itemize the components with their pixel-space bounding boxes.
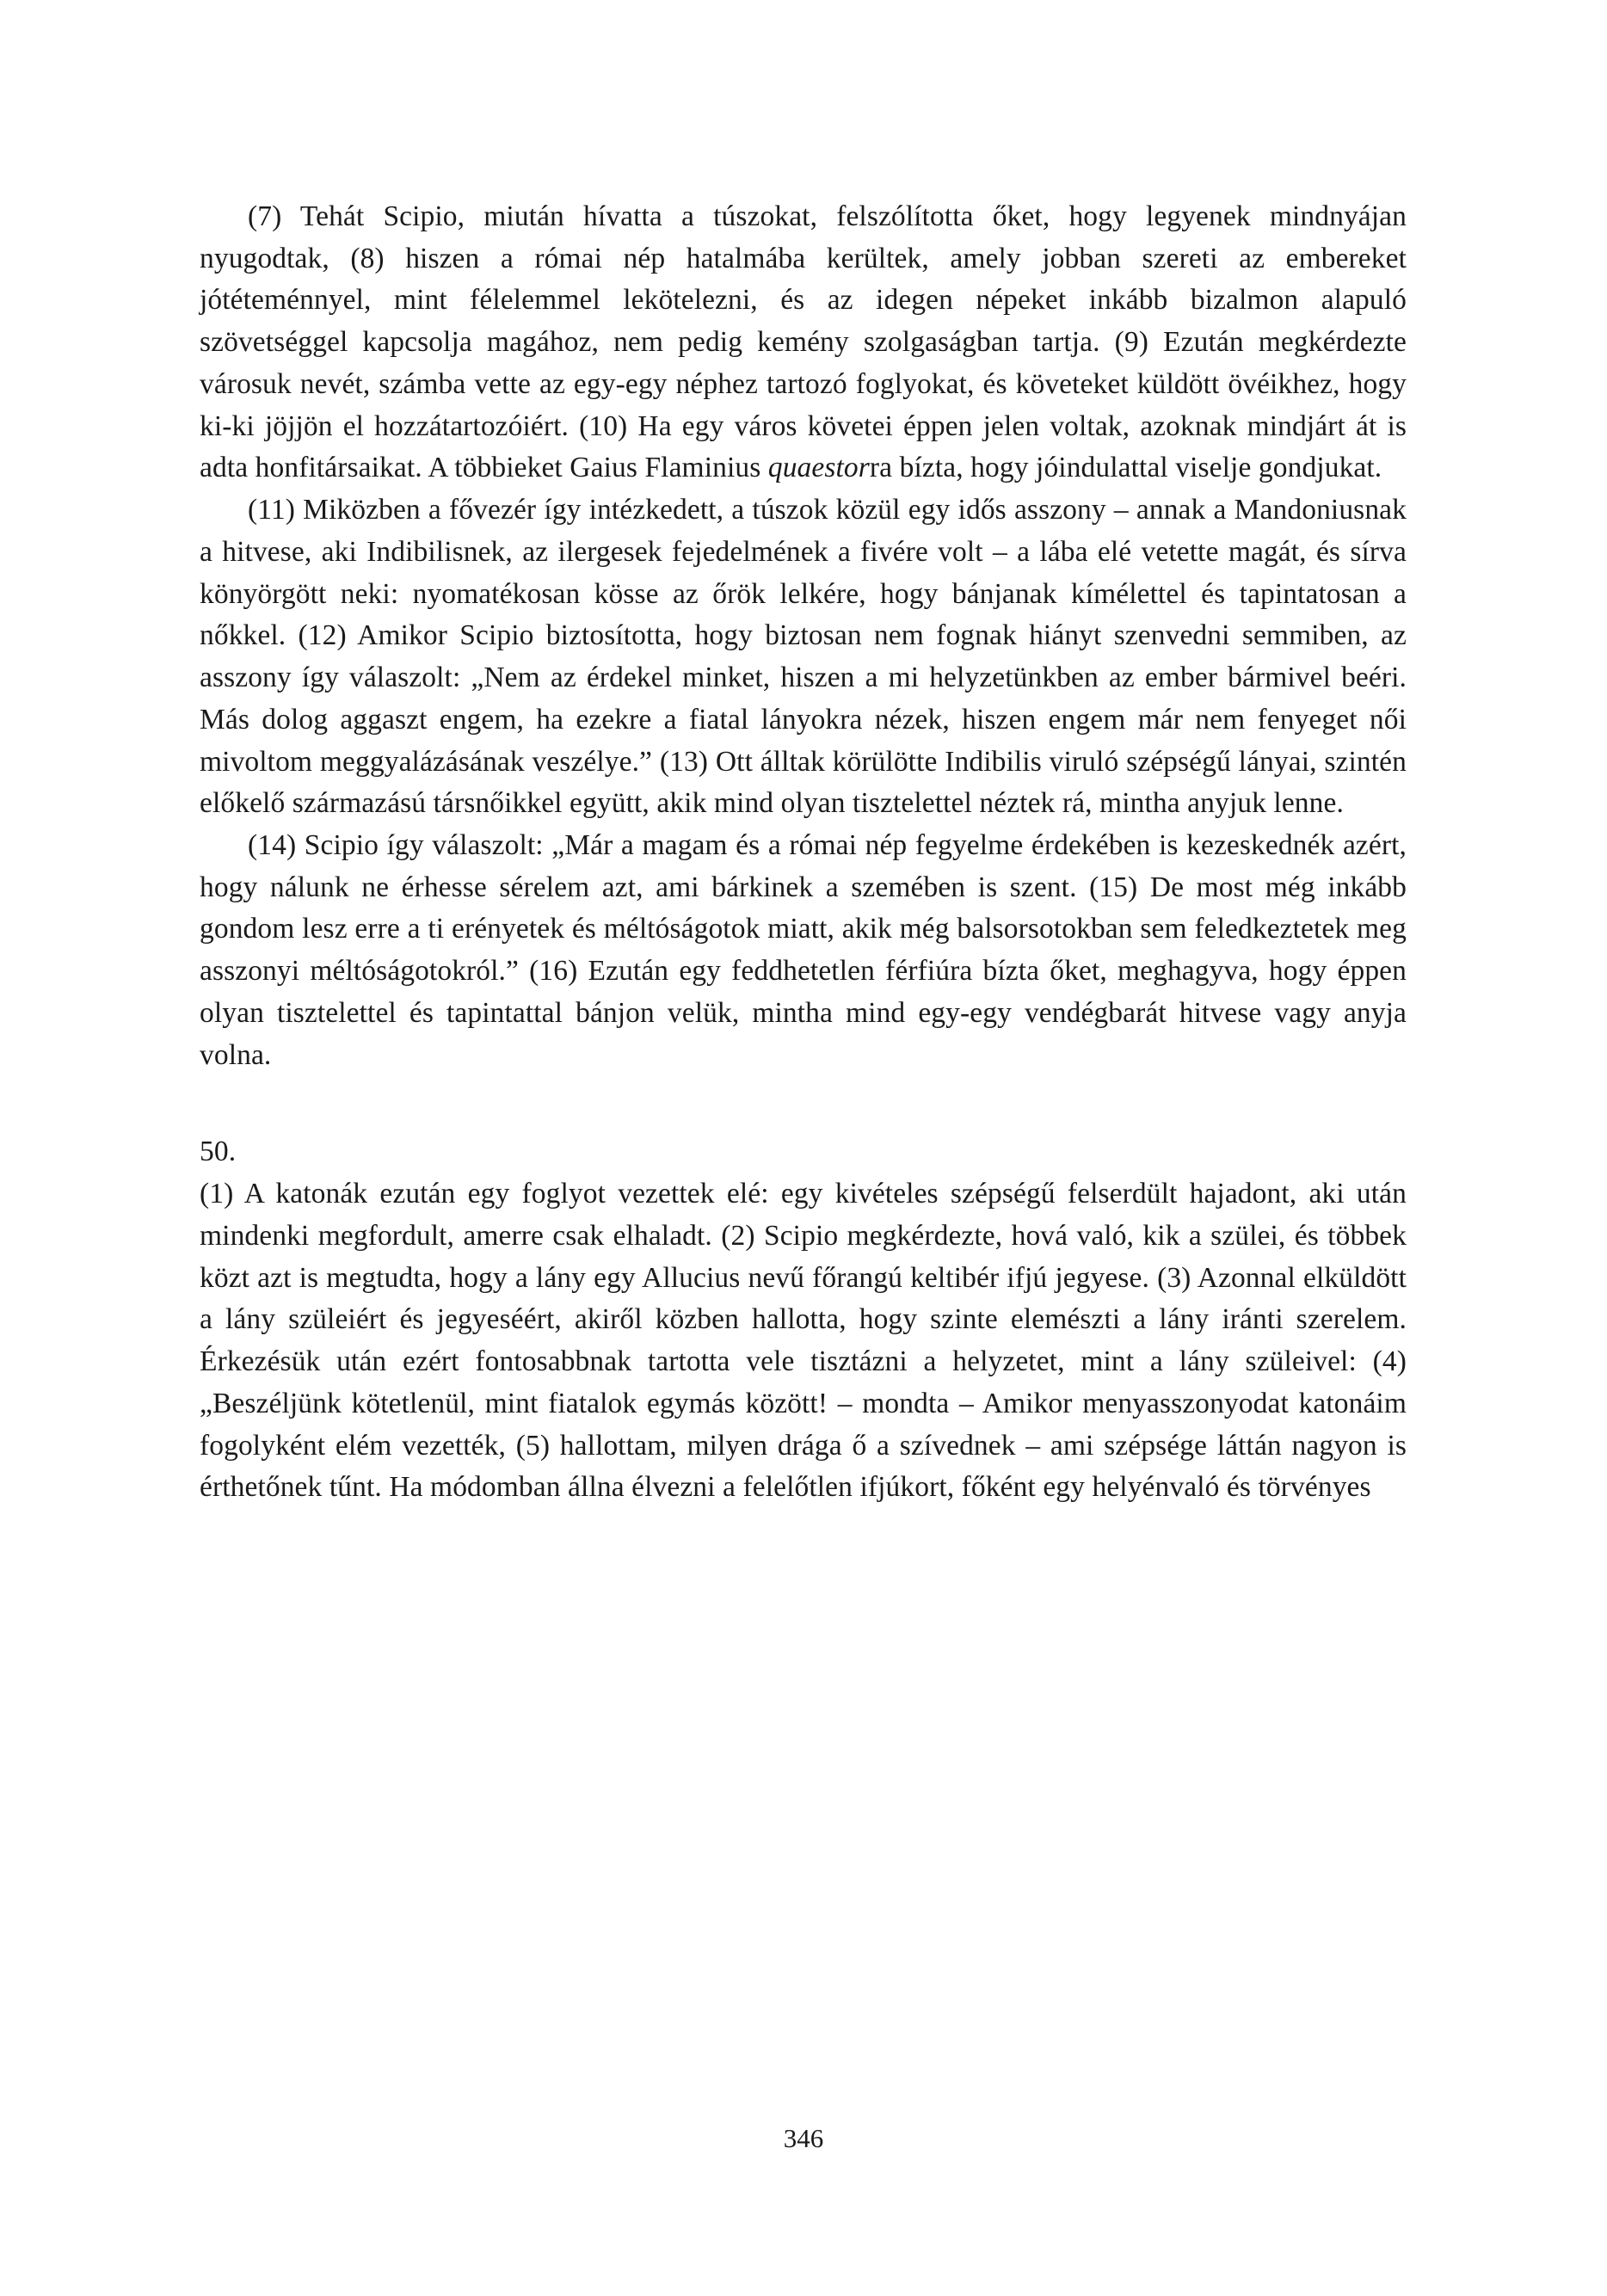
paragraph-50-1 [200,1173,1407,1509]
paragraph-14-text: (14) Scipio így válaszolt: „Már a magam és a római nép fegyelme érdekében is kezeskednék azért, hogy nálunk ne érhesse sérelem azt, ami bárkinek a szemében is szent. (15) De most még inkább gondom lesz erre a ti erényetek és méltóságotok miatt, akik még balsorsotokban sem feledkeztetek meg asszonyi méltóságotokról.” (16) Ezután egy feddhetetlen férfiúra bízta őket, meghagyva, hogy éppen olyan tisztelettel és tapintattal bánjon velük, mintha mind egy-egy vendégbarát hitvese vagy anyja volna. [200,829,1407,1071]
paragraph-14 [200,825,1407,1076]
paragraph-7-text-b: ra bízta, hogy jóindulattal viselje gondjukat. [869,452,1382,484]
latin-term-quaestor: quaestor [767,452,870,484]
paragraph-7 [200,196,1407,489]
paragraph-7-text-a: (7) Tehát Scipio, miután hívatta a túszokat, felszólította őket, hogy legyenek mindnyájan nyugodtak, (8) hiszen a római nép hatalmába kerültek, amely jobban szereti az embereket jótéteménnyel, mint félelemmel lekötelezni, és az idegen népeket inkább bizalmon alapuló szövetséggel kapcsolja magához, nem pedig kemény szolgaságban tartja. (9) Ezután megkérdezte városuk nevét, számba vette az egy-egy néphez tartozó foglyokat, és követeket küldött övéikhez, hogy ki-ki jöjjön el hozzátartozóiért. (10) Ha egy város követei éppen jelen voltak, azoknak mindjárt át is adta honfitársaikat. A többieket Gaius Flaminius [200,200,1407,484]
page-folio: 346 [783,2123,824,2153]
paragraph-11-text: (11) Miközben a fővezér így intézkedett, a túszok közül egy idős asszony – annak a Mandoniusnak a hitvese, aki Indibilisnek, az ilergesek fejedelmének a fivére volt – a lába elé vetette magát, és sírva könyörgött neki: nyomatékosan kösse az őrök lelkére, hogy bánjanak kímélettel és tapintatosan a nőkkel. (12) Amikor Scipio biztosította, hogy biztosan nem fognak hiányt szenvedni semmiben, az asszony így válaszolt: „Nem az érdekel minket, hiszen a mi helyzetünkben az ember bármivel beéri. Más dolog aggaszt engem, ha ezekre a fiatal lányokra nézek, hiszen engem már nem fenyeget női mivoltom meggyalázásának veszélye.” (13) Ott álltak körülötte Indibilis viruló szépségű lányai, szintén előkelő származású társnőikkel együtt, akik mind olyan tisztelettel néztek rá, mintha anyjuk lenne. [200,494,1407,820]
section-heading-50: 50. [200,1136,237,1168]
paragraph-11 [200,489,1407,825]
paragraph-50-1-text: (1) A katonák ezután egy foglyot vezettek elé: egy kivételes szépségű felserdült hajadont, aki után mindenki megfordult, amerre csak elhaladt. (2) Scipio megkérdezte, hová való, kik a szülei, és többek közt azt is megtudta, hogy a lány egy Allucius nevű főrangú keltibér ifjú jegyese. (3) Azonnal elküldött a lány szüleiért és jegyeséért, akiről közben hallotta, hogy szinte elemészti a lány iránti szerelem. Érkezésük után ezért fontosabbnak tartotta vele tisztázni a helyzetet, mint a lány szüleivel: (4) „Beszéljünk kötetlenül, mint fiatalok egymás között! – mondta – Amikor menyasszonyodat katonáim fogolyként elém vezették, (5) hallottam, milyen drága ő a szívednek – ami szépsége láttán nagyon is érthetőnek tűnt. Ha módomban állna élvezni a felelőtlen ifjúkort, főként egy helyénvaló és törvényes [200,1178,1407,1504]
page-content [200,196,1407,1509]
